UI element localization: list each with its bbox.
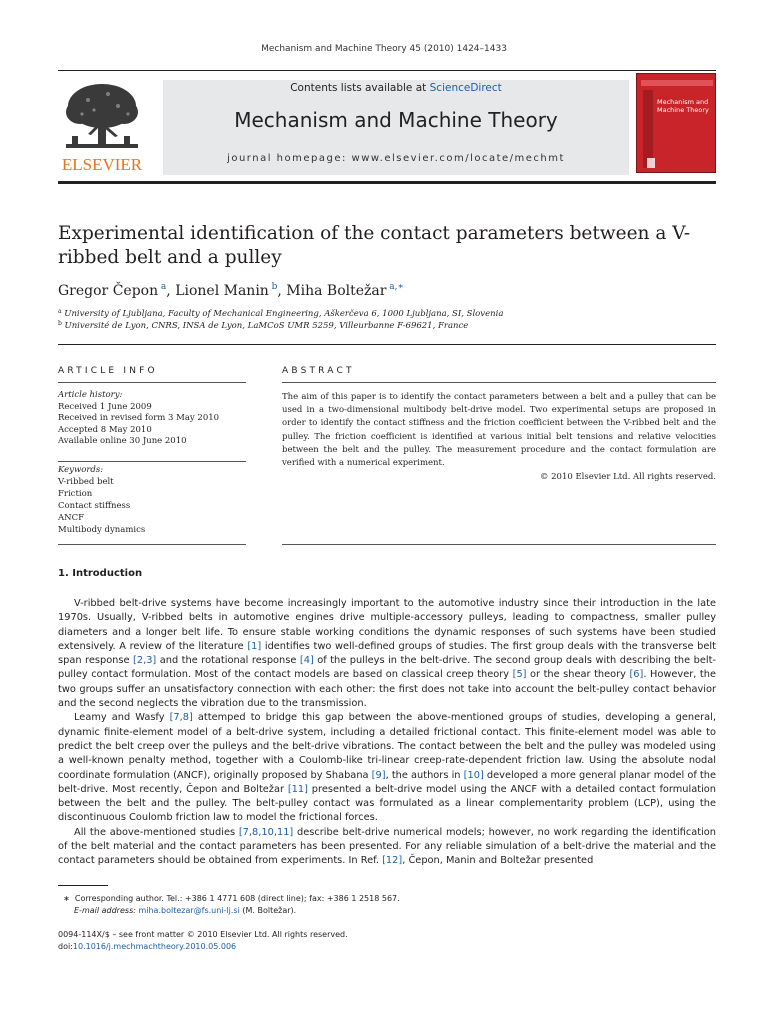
citation-link[interactable]: [2,3] bbox=[133, 655, 157, 667]
citation-link[interactable]: [10] bbox=[463, 769, 484, 781]
paragraph bbox=[58, 826, 716, 869]
abstract-text: The aim of this paper is to identify the contact parameters between a belt and a pulley that can be used in a two-dimensional multibody belt-drive model. Two experimental setups are proposed in order to identify the contact stiffness and the friction coefficient between the V-ribbed belt and the pulley. The friction coefficient is identified at various initial belt tensions and relative velocities between the belt and the pulley. The measurement procedure and the contact formulation are verified with a numerical experiment. bbox=[282, 392, 716, 469]
citation-link[interactable]: [5] bbox=[512, 669, 527, 681]
article-info-rule bbox=[58, 544, 246, 545]
affiliation-marker: a bbox=[58, 308, 62, 315]
author-list: Gregor Čepon $^a$, Lionel Manin $^b$, Miha Boltežar $^{a,∗}$ bbox=[58, 282, 404, 299]
affiliation bbox=[58, 308, 718, 319]
paragraph bbox=[58, 597, 716, 711]
section-heading: 1. Introduction bbox=[58, 568, 143, 579]
keyword: Friction bbox=[58, 489, 93, 499]
paragraph-text: and the rotational response bbox=[156, 655, 300, 667]
footnote-rule bbox=[58, 885, 108, 886]
cover-title: Mechanism and Machine Theory bbox=[657, 98, 709, 114]
contents-line bbox=[163, 82, 629, 94]
corresponding-author: Corresponding author. Tel.: +386 1 4771 608 (direct line); fax: +386 1 2518 567. bbox=[74, 894, 400, 903]
paragraph-text: developed a more general planar model of the belt-drive. Most recently, Čepon and Boltežar bbox=[58, 769, 717, 795]
email-suffix: (M. Boltežar). bbox=[239, 906, 297, 915]
paragraph-text: identifies two well-defined groups of studies. The first group deals with the transverse belt span response bbox=[58, 640, 716, 667]
abstract-copyright: © 2010 Elsevier Ltd. All rights reserved. bbox=[539, 472, 716, 482]
citation-link[interactable]: [4] bbox=[299, 655, 314, 667]
abstract-heading: ABSTRACT bbox=[282, 366, 355, 376]
paragraph-text: or the shear theory bbox=[526, 669, 630, 681]
paragraph-text: describe belt-drive numerical models; however, no work regarding the identification of the belt material and the contact parameters has been presented. For any reliable simulation of a belt-drive the material and the contact parameters should be obtained from experiments. In Ref. bbox=[58, 826, 717, 867]
author-name: Lionel Manin bbox=[175, 283, 269, 299]
elsevier-logo[interactable] bbox=[58, 80, 146, 175]
paragraph-text: presented a belt-drive model using the ANCF with a detailed contact formulation between the belt and the pulley. The belt-pulley contact was formulated as a linear complementarity problem (LCP), using the discontinuous Coulomb friction law to model the frictional forces. bbox=[58, 783, 716, 824]
keywords-label: Keywords: bbox=[58, 465, 104, 475]
header-rule bbox=[58, 70, 716, 71]
paragraph-text: . However, the two groups suffer an unsatisfactory connection with each other: the first does not take into account the belt-pulley contact behavior and the second neglects the vibration due to the transmission. bbox=[58, 669, 716, 710]
affiliation-text: University of Ljubljana, Faculty of Mechanical Engineering, Aškerčeva 6, 1000 Ljubljana, SI, Slovenia bbox=[64, 309, 504, 319]
section-rule bbox=[58, 344, 716, 345]
journal-reference: Mechanism and Machine Theory 45 (2010) 1424–1433 bbox=[261, 44, 507, 54]
issn-line: 0094-114X/$ – see front matter © 2010 Elsevier Ltd. All rights reserved. bbox=[58, 930, 348, 939]
paragraph-text: of the pulleys in the belt-drive. The second group deals with describing the belt-pulley contact formulation. Most of the contact models are based on classical creep theory bbox=[58, 655, 717, 681]
author-name: Miha Boltežar bbox=[286, 283, 387, 299]
history-item: Accepted 8 May 2010 bbox=[58, 424, 152, 435]
keyword: ANCF bbox=[58, 513, 84, 523]
paragraph-text: Leamy and Wasfy bbox=[74, 712, 170, 724]
journal-homepage-link[interactable]: journal homepage: www.elsevier.com/locate/mechmt bbox=[227, 153, 565, 164]
citation-link[interactable]: [9] bbox=[371, 769, 386, 781]
paragraph-text: V-ribbed belt-drive systems have become increasingly important to the automotive industry since their introduction in the late 1970s. Usually, V-ribbed belts in automotive engines drive multiple-accessory pulleys, leading to compactness, smaller pulley diameters and a longer belt life. To ensure stable working conditions the dynamic responses of such systems have been studied extensively. A review of the literature bbox=[58, 598, 716, 652]
history-item: Received in revised form 3 May 2010 bbox=[58, 413, 220, 423]
history-label: Article history: bbox=[58, 390, 123, 400]
email-label: E-mail address: bbox=[74, 906, 139, 915]
keyword: V-ribbed belt bbox=[58, 477, 114, 487]
author-affiliation-link[interactable]: a,∗ bbox=[389, 282, 404, 292]
tree-icon bbox=[58, 80, 146, 156]
keywords bbox=[58, 464, 246, 536]
introduction-body bbox=[58, 597, 716, 869]
contents-prefix: Contents lists available at bbox=[290, 82, 430, 94]
citation-link[interactable]: [7,8,10,11] bbox=[238, 826, 294, 838]
footnote-mark: ∗ bbox=[63, 894, 70, 903]
paragraph-text: All the above-mentioned studies bbox=[74, 826, 239, 838]
affiliation-marker: b bbox=[58, 320, 62, 327]
header-thick-rule bbox=[58, 181, 716, 184]
article-info-heading: ARTICLE INFO bbox=[58, 366, 158, 376]
article-history bbox=[58, 390, 246, 448]
article-info-rule bbox=[58, 461, 246, 462]
citation-link[interactable]: [1] bbox=[247, 640, 262, 652]
doi-label: doi: bbox=[58, 941, 73, 951]
sciencedirect-link[interactable]: ScienceDirect bbox=[429, 82, 502, 94]
citation-link[interactable]: [6] bbox=[629, 669, 644, 681]
cover-art bbox=[637, 74, 717, 174]
keyword: Contact stiffness bbox=[58, 501, 131, 511]
article-title: Experimental identification of the contact parameters between a V-ribbed belt and a pulley bbox=[58, 223, 691, 268]
citation-link[interactable]: [11] bbox=[287, 783, 308, 795]
doi-link[interactable]: 10.1016/j.mechmachtheory.2010.05.006 bbox=[72, 941, 237, 951]
history-item: Available online 30 June 2010 bbox=[58, 436, 187, 446]
paragraph bbox=[58, 711, 716, 825]
paragraph-text: attemped to bridge this gap between the above-mentioned groups of studies, developing a general, dynamic finite-element model of a belt-drive system, including a detailed frictional contact. This finite-element model was able to predict the belt creep over the pulleys and the belt-drive vibrations. The contact between the belt and the pulley was modeled using a well-known penalty method, together with a Coulomb-like tri-linear creep-rate-dependent friction law. Using the absolute nodal coordinate formulation (ANCF), originally proposed by Shabana bbox=[58, 712, 716, 781]
history-item: Received 1 June 2009 bbox=[58, 401, 152, 412]
journal-cover-thumbnail[interactable] bbox=[636, 73, 716, 173]
paragraph-text: , Čepon, Manin and Boltežar presented bbox=[402, 855, 594, 867]
citation-link[interactable]: [12] bbox=[382, 855, 403, 867]
journal-title: Mechanism and Machine Theory bbox=[234, 108, 558, 132]
paragraph-text: , the authors in bbox=[385, 769, 464, 781]
citation-link[interactable]: [7,8] bbox=[169, 712, 193, 724]
author-name: Gregor Čepon bbox=[58, 283, 159, 299]
email-link[interactable]: miha.boltezar@fs.uni-lj.si bbox=[138, 906, 240, 915]
footnote bbox=[58, 893, 716, 917]
author-affiliation-link[interactable]: a bbox=[160, 282, 167, 292]
article-info-rule bbox=[58, 382, 246, 383]
affiliation-text: Université de Lyon, CNRS, INSA de Lyon, LaMCoS UMR 5259, Villeurbanne F-69621, France bbox=[64, 321, 469, 331]
affiliation bbox=[58, 320, 718, 331]
keyword: Multibody dynamics bbox=[58, 525, 146, 535]
abstract-rule bbox=[282, 382, 716, 383]
publisher-name: ELSEVIER bbox=[61, 155, 143, 174]
author-affiliation-link[interactable]: b bbox=[271, 282, 278, 292]
issn-block bbox=[58, 929, 716, 952]
abstract-rule bbox=[282, 544, 716, 545]
